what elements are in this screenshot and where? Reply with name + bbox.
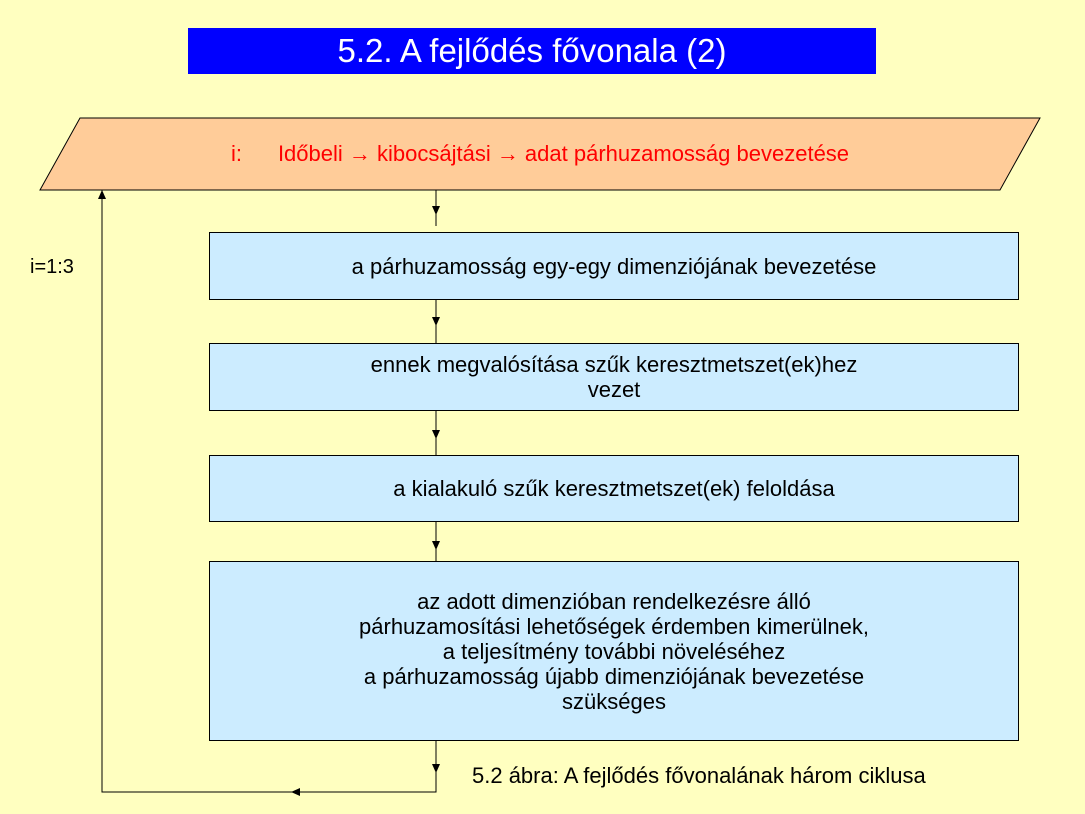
arrow-step2-to-step3 xyxy=(432,411,440,455)
arrow-step3-to-step4 xyxy=(432,522,440,561)
step-box-4 xyxy=(209,561,1019,741)
step-text-1: a párhuzamosság egy-egy dimenziójának bevezetése xyxy=(351,253,877,279)
arrow-step1-to-step2 xyxy=(432,299,440,343)
step-box-1 xyxy=(209,232,1019,300)
step-text-4: az adott dimenzióban rendelkezésre álló párhuzamosítási lehetőségek érdemben kimerülnek, a teljesítmény további növeléséhez a párhuzamosság újabb dimenziójának bevezetése szükséges xyxy=(359,588,869,714)
step-text-2: ennek megvalósítása szűk keresztmetszet(ek)hez vezet xyxy=(370,352,858,402)
header-step-text: Időbeli → kibocsájtási → adat párhuzamosság bevezetése xyxy=(277,141,850,166)
arrow-header-to-step1 xyxy=(432,190,440,226)
step-text-3: a kialakuló szűk keresztmetszet(ek) feloldása xyxy=(393,476,835,501)
header-step xyxy=(40,118,1040,190)
loop-index: i: xyxy=(230,141,242,166)
figure-caption: 5.2 ábra: A fejlődés fővonalának három ciklusa xyxy=(472,763,926,788)
step-box-2 xyxy=(209,343,1019,411)
loop-label: i=1:3 xyxy=(30,256,74,278)
page-title: 5.2. A fejlődés fővonala (2) xyxy=(188,28,876,74)
step-box-3 xyxy=(209,455,1019,522)
